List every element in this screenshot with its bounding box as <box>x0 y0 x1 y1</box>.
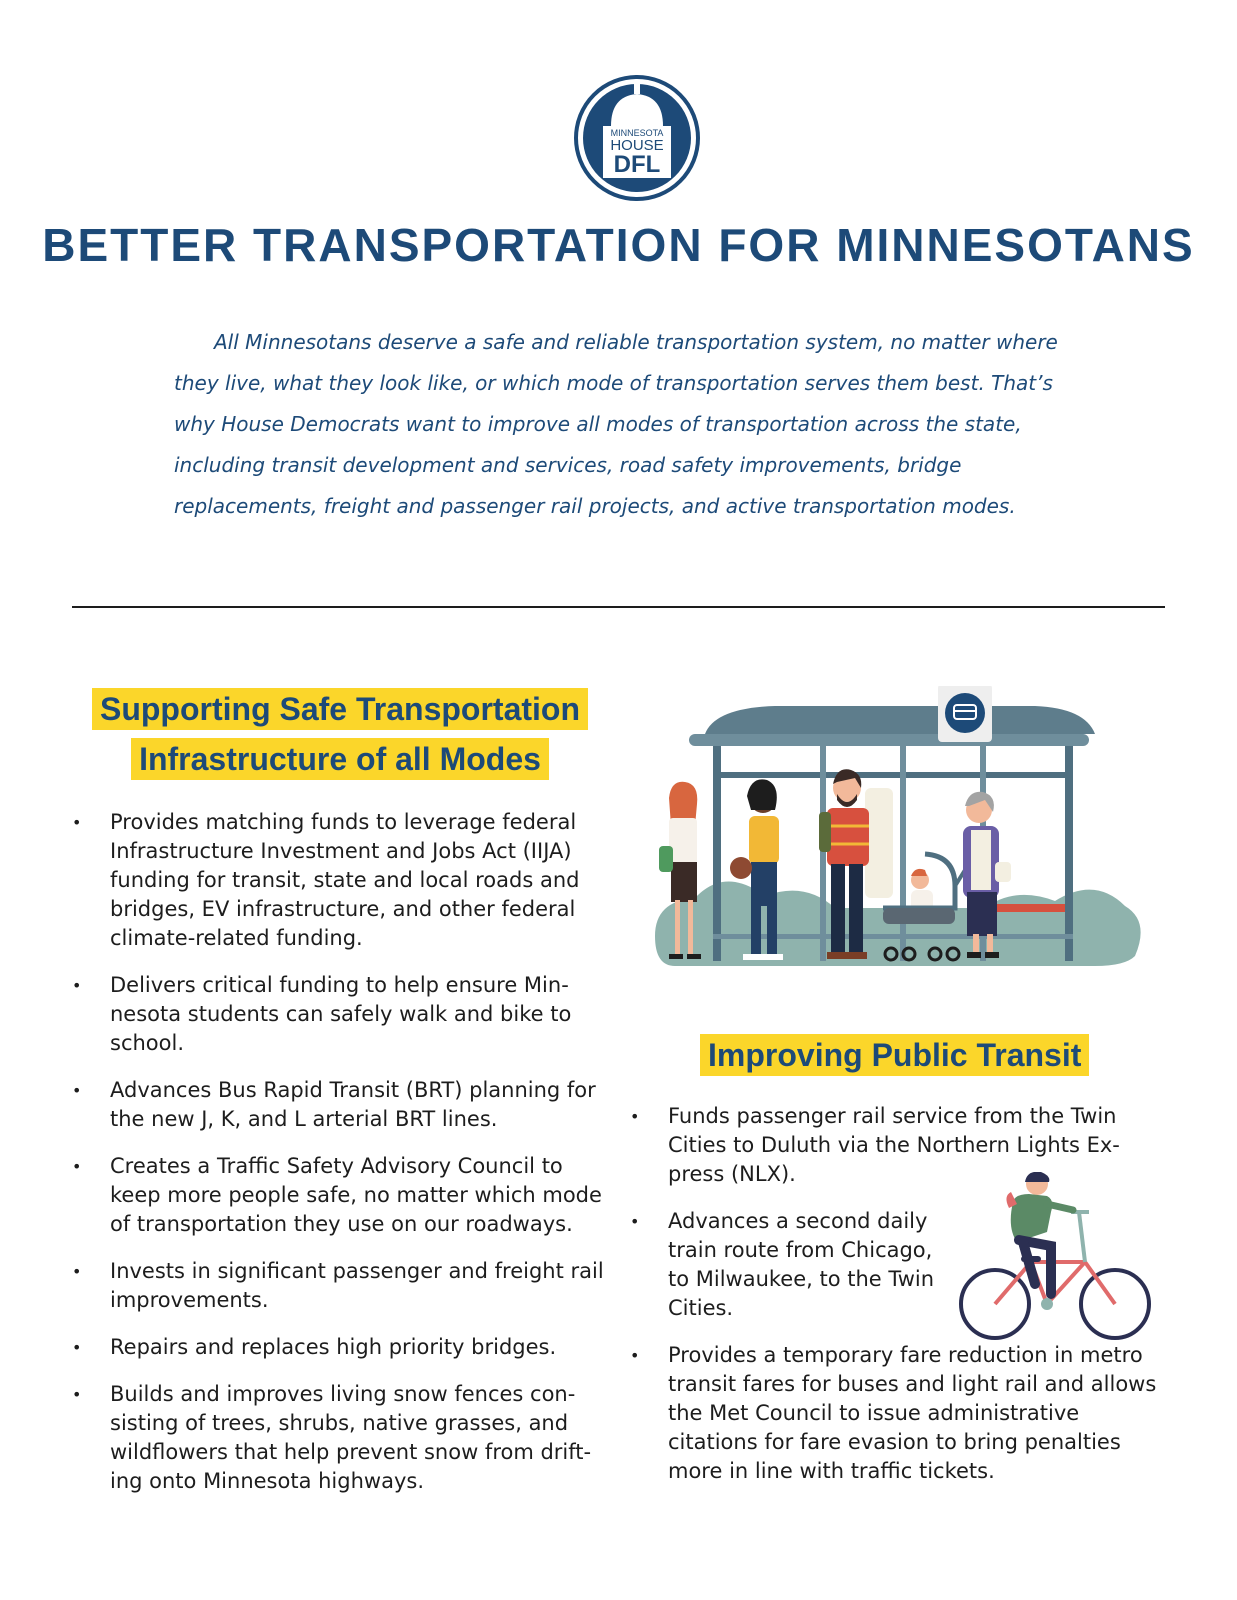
logo-text-house: HOUSE <box>610 137 664 154</box>
list-item: • Creates a Traffic Safety Advisory Council to keep more people safe, no matter which mode of transportation they use on our roadways. <box>72 1152 612 1239</box>
cyclist-illustration <box>955 1172 1155 1347</box>
intro-paragraph: All Minnesotans deserve a safe and reliable transportation system, no matter where they live, what they look like, or which mode of transportation serves them best. That’s why House Democrats want to improve all modes of transportation across the state, including transit development and services, road safety improvements, bridge replacements, freight and passenger rail projects, and active transportation modes. <box>174 330 1058 518</box>
list-item: • Builds and improves living snow fences con-sisting of trees, shrubs, native grasses, and wildflowers that help prevent snow from drift-ing onto Minnesota highways. <box>72 1380 612 1496</box>
bus-stop-illustration <box>655 686 1145 986</box>
bus-icon <box>945 693 985 733</box>
right-heading: Improving Public Transit <box>700 1034 1089 1076</box>
list-item: • Funds passenger rail service from the Twin Cities to Duluth via the Northern Lights Ex-press (NLX). <box>630 1102 1170 1189</box>
left-section-heading <box>70 688 610 788</box>
page-title: BETTER TRANSPORTATION FOR MINNESOTANS <box>42 219 1195 271</box>
left-heading-line-2: Infrastructure of all Modes <box>131 738 549 780</box>
list-item: • Invests in significant passenger and freight rail improvements. <box>72 1257 612 1315</box>
left-bullet-list <box>72 808 612 1514</box>
list-item: • Provides matching funds to leverage federal Infrastructure Investment and Jobs Act (IIJA) funding for transit, state and local roads and bridges, EV infrastructure, and other federal climate-related funding. <box>72 808 612 953</box>
minnesota-house-dfl-logo <box>573 74 701 202</box>
list-item: • Advances Bus Rapid Transit (BRT) planning for the new J, K, and L arterial BRT lines. <box>72 1076 612 1134</box>
list-item: • Provides a temporary fare reduction in metro transit fares for buses and light rail and allows the Met Council to issue administrative citations for fare evasion to bring penalties more in line with traffic tickets. <box>630 1341 1170 1486</box>
logo-text-dfl: DFL <box>613 151 661 178</box>
list-item: • Advances a second daily train route from Chicago, to Milwaukee, to the Twin Cities. <box>630 1207 960 1323</box>
logo-text-minnesota: MINNESOTA <box>610 128 664 138</box>
list-item: • Delivers critical funding to help ensure Min-nesota students can safely walk and bike to school. <box>72 971 612 1058</box>
list-item: • Repairs and replaces high priority bridges. <box>72 1333 612 1362</box>
left-heading-line-1: Supporting Safe Transportation <box>92 688 588 730</box>
right-section-heading <box>700 1034 1089 1076</box>
section-divider <box>72 606 1165 608</box>
